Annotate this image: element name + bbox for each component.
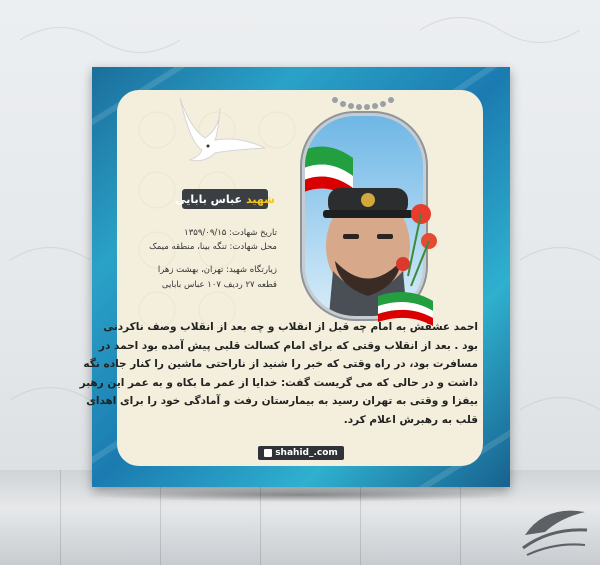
martyr-name-box [175, 189, 275, 209]
martyr-name: عباس بابایی [175, 192, 242, 206]
biography-line: احمد عشقش به امام چه قبل از انقلاب و چه بعد از انقلاب وصف ناکردنی [103, 321, 478, 333]
website-badge [258, 446, 344, 460]
info-line: محل شهادت: تنگه بینا، منطقه میمک [149, 242, 277, 252]
dove-icon [160, 88, 270, 168]
info-line: زیارتگاه شهید: تهران، بهشت زهرا [157, 265, 277, 275]
biography-line: داشت و در حالی که می گریست گفت: خدایا از عمر ما بکاه و به عمر این رهبر [79, 376, 478, 389]
info-line: قطعه ۲۷ ردیف ۱۰۷ عباس بابایی [161, 280, 277, 290]
martyr-portrait [283, 96, 443, 328]
name-prefix: شهید [246, 192, 275, 206]
stand-shadow [85, 488, 515, 502]
biography-text [79, 318, 478, 429]
website-icon [264, 449, 272, 457]
biography-line: بود . بعد از انقلاب وقتی که برای امام کسالت قلبی پیش آمده بود احمد در [98, 339, 478, 352]
website-text: shahid_.com [275, 448, 338, 458]
info-line: تاریخ شهادت: ۱۳۵۹/۰۹/۱۵ [184, 228, 277, 238]
watermark-logo-icon [515, 500, 595, 560]
biography-line: مسافرت بود، در راه وقتی که خبر را شنید از ناراحتی ماشین را کنار جاده نگه [83, 358, 478, 370]
floor-line [60, 470, 61, 565]
biography-line: قلب به رهبرش اعلام کرد. [343, 413, 478, 426]
biography-line: بیفزا و وقتی به تهران رسید به بیمارستان رفت و آمادگی خود را برای اهدای [86, 395, 478, 407]
